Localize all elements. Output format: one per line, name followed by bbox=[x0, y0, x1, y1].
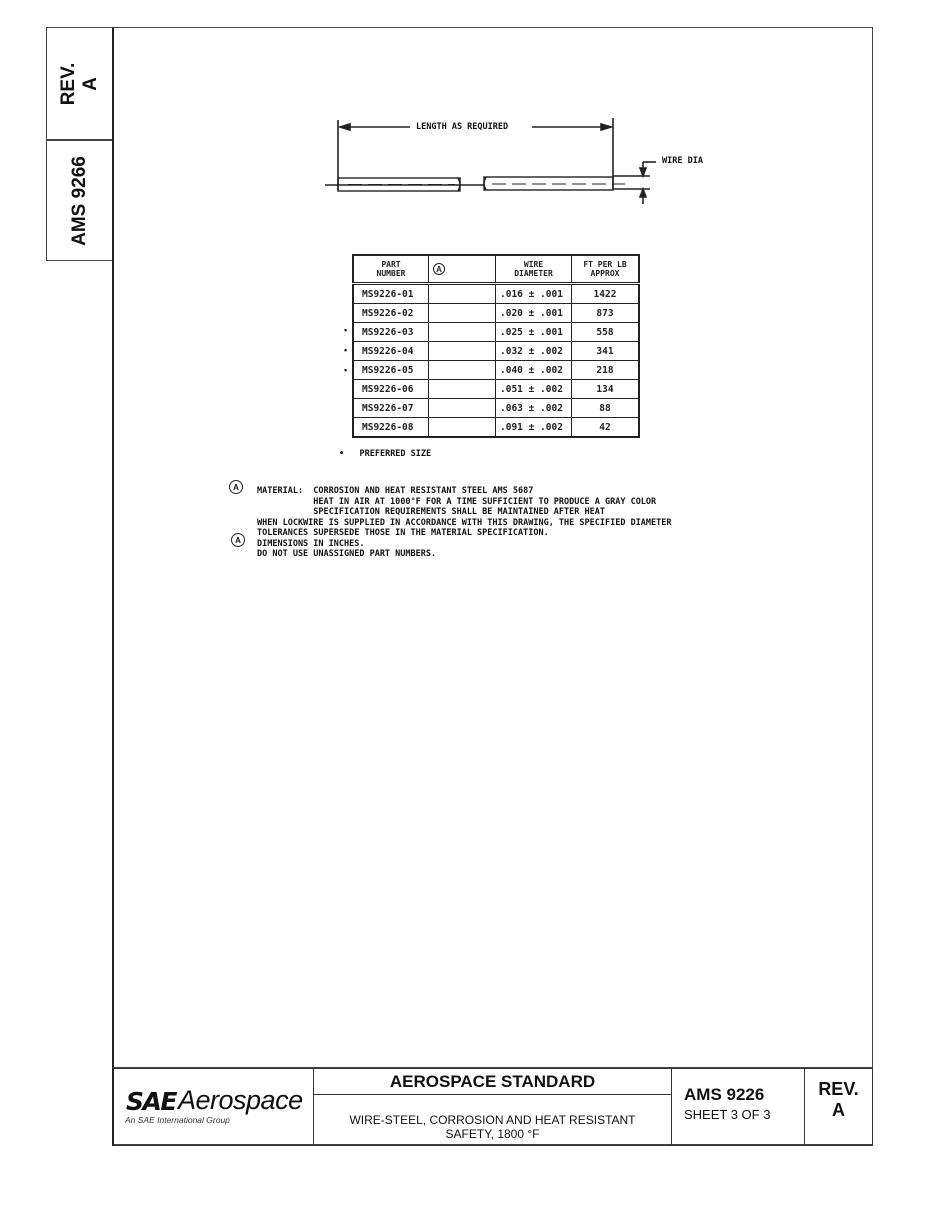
cell-ft-per-lb: 134 bbox=[572, 380, 640, 399]
preferred-bullet-icon: • bbox=[344, 365, 348, 375]
cell-part: MS9226-02 bbox=[353, 304, 429, 323]
note-line: MATERIAL: CORROSION AND HEAT RESISTANT STEEL AMS 5687 bbox=[257, 486, 534, 496]
parts-table bbox=[352, 254, 640, 438]
cell-diameter: .040 ± .002 bbox=[496, 361, 572, 380]
preferred-bullet-icon: • bbox=[344, 345, 348, 355]
revision-label: REV. bbox=[818, 1079, 859, 1099]
cell-note bbox=[429, 342, 496, 361]
cell-diameter: .091 ± .002 bbox=[496, 418, 572, 438]
note-line: HEAT IN AIR AT 1000°F FOR A TIME SUFFICIENT TO PRODUCE A GRAY COLOR bbox=[257, 496, 657, 507]
drawing-notes bbox=[257, 486, 672, 560]
cell-note bbox=[429, 304, 496, 323]
cell-part: MS9226-08 bbox=[353, 418, 429, 438]
cell-diameter: .032 ± .002 bbox=[496, 342, 572, 361]
header-part-line1: PART bbox=[381, 260, 401, 269]
header-wire-diameter bbox=[496, 255, 572, 284]
cell-ft-per-lb: 42 bbox=[572, 418, 640, 438]
table-row bbox=[353, 304, 639, 323]
note-line: DIMENSIONS IN INCHES. bbox=[257, 538, 365, 549]
wire-drawing bbox=[320, 110, 750, 210]
wire-dia-label: WIRE DIA bbox=[662, 156, 703, 166]
cell-note bbox=[429, 380, 496, 399]
header-diameter-line2: DIAMETER bbox=[514, 269, 553, 278]
side-document-number: AMS 9266 bbox=[68, 155, 90, 246]
cell-note bbox=[429, 418, 496, 438]
note-a-icon: A bbox=[229, 480, 243, 494]
side-revision-text bbox=[58, 62, 102, 105]
table-row bbox=[353, 418, 639, 438]
revision-value: A bbox=[832, 1100, 845, 1120]
sae-logo bbox=[112, 1068, 314, 1146]
side-rev-value: A bbox=[79, 76, 101, 91]
document-number-cell bbox=[671, 1068, 805, 1146]
cell-note bbox=[429, 361, 496, 380]
cell-part: MS9226-03 bbox=[353, 323, 429, 342]
cell-part: MS9226-07 bbox=[353, 399, 429, 418]
cell-part: MS9226-06 bbox=[353, 380, 429, 399]
cell-ft-per-lb: 341 bbox=[572, 342, 640, 361]
sheet-number: SHEET 3 OF 3 bbox=[684, 1107, 771, 1122]
cell-note bbox=[429, 399, 496, 418]
header-diameter-line1: WIRE bbox=[523, 260, 544, 269]
title-block bbox=[112, 1067, 873, 1146]
table-row bbox=[353, 323, 639, 342]
cell-note bbox=[429, 284, 496, 304]
side-document-number-tab bbox=[46, 140, 113, 261]
table-header-row bbox=[353, 255, 639, 284]
cell-ft-per-lb: 1422 bbox=[572, 284, 640, 304]
side-rev-label: REV. bbox=[57, 62, 79, 105]
standard-type: AEROSPACE STANDARD bbox=[314, 1069, 671, 1095]
length-label: LENGTH AS REQUIRED bbox=[416, 122, 509, 132]
revision-cell bbox=[805, 1068, 873, 1146]
sae-logo-mark: SAE bbox=[126, 1087, 176, 1116]
note-a-icon: A bbox=[433, 263, 445, 275]
header-part-number bbox=[353, 255, 429, 284]
note-line: DO NOT USE UNASSIGNED PART NUMBERS. bbox=[257, 549, 437, 559]
sae-logo-name: Aerospace bbox=[178, 1085, 303, 1115]
cell-ft-per-lb: 218 bbox=[572, 361, 640, 380]
header-ftlb-line1: FT PER LB bbox=[583, 260, 627, 269]
header-part-line2: NUMBER bbox=[376, 269, 406, 278]
footnote-bullet-icon: • bbox=[339, 449, 345, 459]
cell-part: MS9226-05 bbox=[353, 361, 429, 380]
header-ftlb-line2: APPROX bbox=[590, 269, 620, 278]
cell-part: MS9226-01 bbox=[353, 284, 429, 304]
header-ft-per-lb bbox=[572, 255, 640, 284]
cell-diameter: .051 ± .002 bbox=[496, 380, 572, 399]
cell-ft-per-lb: 558 bbox=[572, 323, 640, 342]
document-title-line1: WIRE-STEEL, CORROSION AND HEAT RESISTANT bbox=[349, 1113, 636, 1127]
table-row bbox=[353, 342, 639, 361]
document-number: AMS 9226 bbox=[684, 1085, 765, 1104]
preferred-bullet-icon: • bbox=[344, 325, 348, 335]
cell-diameter: .016 ± .001 bbox=[496, 284, 572, 304]
note-a-icon: A bbox=[231, 533, 245, 547]
document-title-line2: SAFETY, 1800 °F bbox=[445, 1127, 540, 1141]
cell-diameter: .020 ± .001 bbox=[496, 304, 572, 323]
cell-diameter: .063 ± .002 bbox=[496, 399, 572, 418]
header-note-ref bbox=[429, 255, 496, 284]
table-row bbox=[353, 399, 639, 418]
table-row bbox=[353, 361, 639, 380]
table-row bbox=[353, 380, 639, 399]
cell-ft-per-lb: 873 bbox=[572, 304, 640, 323]
note-line: TOLERANCES SUPERSEDE THOSE IN THE MATERIAL SPECIFICATION. bbox=[257, 528, 549, 538]
cell-diameter: .025 ± .001 bbox=[496, 323, 572, 342]
cell-part: MS9226-04 bbox=[353, 342, 429, 361]
footnote-text: PREFERRED SIZE bbox=[359, 449, 432, 459]
note-line: SPECIFICATION REQUIREMENTS SHALL BE MAINTAINED AFTER HEAT bbox=[257, 507, 605, 517]
sae-logo-tagline: An SAE International Group bbox=[125, 1115, 230, 1125]
cell-note bbox=[429, 323, 496, 342]
document-title bbox=[314, 1113, 671, 1141]
preferred-size-footnote bbox=[339, 449, 431, 459]
note-line: WHEN LOCKWIRE IS SUPPLIED IN ACCORDANCE WITH THIS DRAWING, THE SPECIFIED DIAMETER bbox=[257, 517, 672, 528]
cell-ft-per-lb: 88 bbox=[572, 399, 640, 418]
standard-title-cell bbox=[314, 1068, 671, 1146]
side-revision-tab bbox=[46, 27, 113, 140]
table-row bbox=[353, 284, 639, 304]
